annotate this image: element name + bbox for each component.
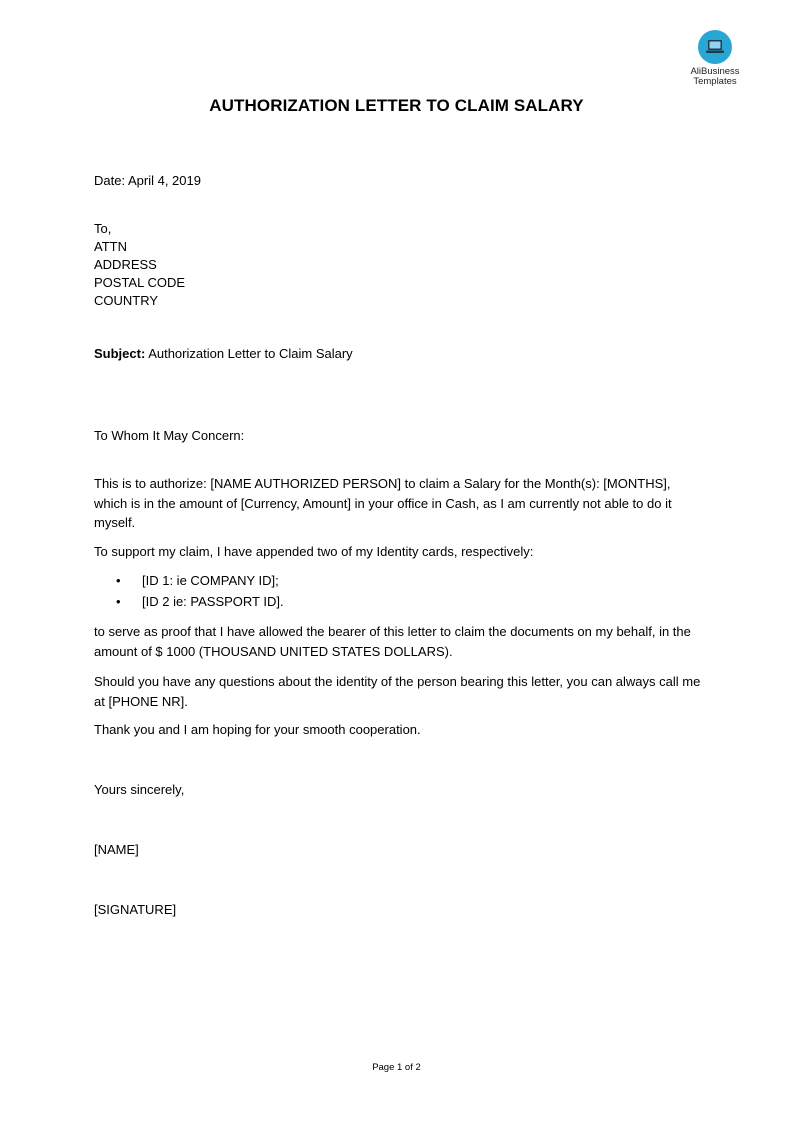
bullet-icon: • bbox=[116, 594, 121, 609]
logo-text-line1: AliBusiness bbox=[690, 66, 740, 77]
subject-line bbox=[94, 345, 353, 363]
body-paragraph-3: to serve as proof that I have allowed the bearer of this letter to claim the documents on my behalf, in the amount of $ 1000 (THOUSAND UNITED STATES DOLLARS). bbox=[94, 624, 691, 659]
brand-logo bbox=[680, 30, 750, 87]
salutation: To Whom It May Concern: bbox=[94, 428, 245, 443]
bullet-item-1: [ID 1: ie COMPANY ID]; bbox=[142, 573, 279, 588]
subject-text: Authorization Letter to Claim Salary bbox=[145, 346, 353, 361]
body-paragraph-4: Should you have any questions about the identity of the person bearing this letter, you can always call me at [PHONE NR]. bbox=[94, 674, 701, 709]
name-placeholder: [NAME] bbox=[94, 842, 139, 857]
signature-placeholder: [SIGNATURE] bbox=[94, 902, 177, 917]
body-paragraph-1: This is to authorize: [NAME AUTHORIZED PERSON] to claim a Salary for the Month(s): [MONTHS], which is in the amount of [Currency, Amount] in your office in Cash, as I am currently not able to do it myself. bbox=[94, 476, 672, 530]
address-attn: ATTN bbox=[94, 239, 127, 254]
address-street: ADDRESS bbox=[94, 257, 157, 272]
subject-label: Subject: bbox=[94, 346, 146, 361]
address-postal: POSTAL CODE bbox=[94, 275, 186, 290]
address-to: To, bbox=[94, 221, 112, 236]
body-paragraph-2: To support my claim, I have appended two of my Identity cards, respectively: bbox=[94, 544, 534, 559]
bullet-item-2: [ID 2 ie: PASSPORT ID]. bbox=[142, 594, 284, 609]
laptop-icon bbox=[698, 30, 732, 64]
logo-text-line2: Templates bbox=[693, 76, 737, 87]
bullet-icon: • bbox=[116, 573, 121, 588]
page-number: Page 1 of 2 bbox=[372, 1062, 421, 1073]
date-line: Date: April 4, 2019 bbox=[94, 173, 201, 188]
document-title: AUTHORIZATION LETTER TO CLAIM SALARY bbox=[209, 96, 584, 115]
address-country: COUNTRY bbox=[94, 293, 159, 308]
closing: Yours sincerely, bbox=[94, 782, 185, 797]
body-paragraph-5: Thank you and I am hoping for your smooth cooperation. bbox=[94, 722, 421, 737]
